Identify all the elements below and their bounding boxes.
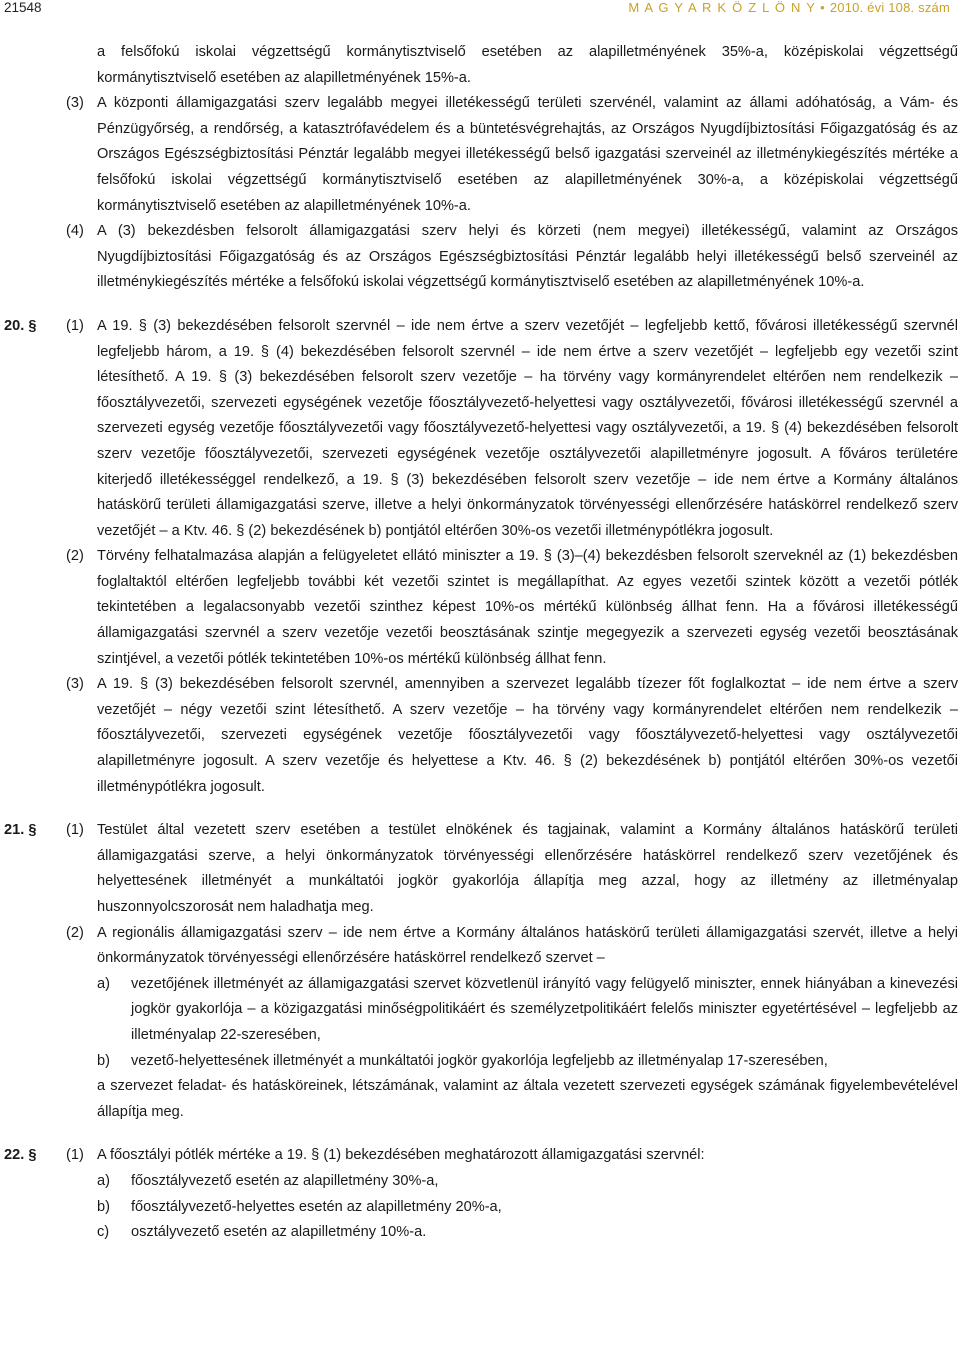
issue-label: 2010. évi 108. szám xyxy=(829,0,950,15)
section-20-paragraph-3 xyxy=(66,672,958,800)
page-number: 21548 xyxy=(4,0,42,15)
running-header xyxy=(0,0,960,20)
section-21-paragraph-1 xyxy=(66,818,958,920)
paragraph-text: A 19. § (3) bekezdésében felsorolt szervnél – ide nem értve a szerv vezetőjét – legfeljebb kettő, fővárosi illetékességű szervnél legfeljebb három, a 19. § (4) bekezdésében felsorolt szervnél – ide nem értve a szerv vezetőjét – legfeljebb egy vezetői szint létesíthető. A 19. § (3) bekezdésében felsorolt szerv vezetője – ha törvény vagy kormányrendelet eltérően nem rendelkezik – főosztályvezetői, szervezeti egységének vezetője főosztályvezető-helyettesi vagy osztályvezetői, fővárosi illetékességű szervnél a szervezeti egység vezetője főosztályvezetői vagy főosztályvezető-helyettesi vagy osztályvezetői, a 19. § (4) bekezdésében felsorolt szerv vezetője főosztályvezetői, szervezeti egységének vezetője osztályvezetői alapilletményre jogosult. A főváros területére kiterjedő illetékességgel rendelkező, a 19. § (3) bekezdésében felsorolt szerv vezetője – ide nem értve a Kormány általános hatáskörű területi államigazgatási szerve, illetve a helyi önkormányzatok törvényességi ellenőrzésére hatáskörrel rendelkező szerv vezetőjét – a Ktv. 46. § (2) bekezdésének b) pontjától eltérően 30%-os vezetői illetménypótlékra jogosult. xyxy=(97,317,958,539)
list-item-text: vezető-helyettesének illetményét a munkáltatói jogkör gyakorlója legfeljebb az illetményalap 17-szeresében, xyxy=(131,1052,828,1069)
paragraph-text: A központi államigazgatási szerv legalább megyei illetékességű területi szervénél, valamint az állami adóhatóság, a Vám- és Pénzügyőrség, a rendőrség, a katasztrófavédelem és a büntetésvégrehajtás, az Országos Nyugdíjbiztosítási Főigazgatóság és az Országos Egészségbiztosítási Pénztár legalább megyei illetékességű belső igazgatási szerveinél az illetménykiegészítés mértéke a felsőfokú iskolai végzettségű kormánytisztviselő esetében az alapilletményének 30%-a, a középiskolai végzettségű kormánytisztviselő esetében az alapilletményének 10%-a. xyxy=(97,95,958,214)
list-item xyxy=(97,1220,958,1246)
list-item xyxy=(97,1195,958,1221)
paragraph-text: A regionális államigazgatási szerv – ide nem értve a Kormány általános hatáskörű területi államigazgatási szervét, illetve a helyi önkormányzatok törvényességi ellenőrzésére hatáskörrel rendelkező szervet – xyxy=(97,924,958,967)
paragraph-number: (1) xyxy=(66,822,84,839)
paragraph-number: (4) xyxy=(66,223,84,240)
list-item-label: a) xyxy=(97,1172,110,1189)
intro-paragraph: a felsőfokú iskolai végzettségű kormánytisztviselő esetében az alapilletményének 35%-a, középiskolai végzettségű kormánytisztviselő esetében az alapilletményének 15%-a. xyxy=(97,44,958,86)
list-item xyxy=(97,1049,958,1075)
paragraph-number: (1) xyxy=(66,1147,84,1164)
bullet-separator: • xyxy=(820,0,826,15)
paragraph-number: (3) xyxy=(66,676,84,693)
list-item-text: főosztályvezető-helyettes esetén az alapilletmény 20%-a, xyxy=(131,1198,502,1215)
section-22-paragraph-1 xyxy=(66,1143,958,1169)
section-20 xyxy=(0,314,960,800)
paragraph-text: Testület által vezetett szerv esetében a testület elnökének és tagjainak, valamint a Kormány általános hatáskörű területi államigazgatási szerve, a helyi önkormányzatok törvényességi ellenőrzésére hatáskörrel rendelkező szerv vezetőjének és helyettesének illetményét a munkáltatói jogkör gyakorlója állapítja meg azzal, hogy az illetmény az illetményalap huszonnyolcszorosát nem haladhatja meg. xyxy=(97,822,958,915)
paragraph-4 xyxy=(66,219,958,296)
paragraph-text: A 19. § (3) bekezdésében felsorolt szervnél, amennyiben a szervezet legalább tízezer főt foglalkoztat – ide nem értve a szerv vezetőjét – négy vezetői szint létesíthető. A szerv vezetője – ha törvény vagy kormányrendelet eltérően nem rendelkezik – főosztályvezetői, szervezeti egységének vezetője főosztályvezetői vagy főosztályvezető-helyettesi vagy osztályvezetői alapilletményre jogosult. A szerv vezetője és helyettese a Ktv. 46. § (2) bekezdésének b) pontjától eltérően 30%-os vezetői illetménypótlékra jogosult. xyxy=(97,676,958,795)
list-item-text: vezetőjének illetményét az államigazgatási szervet közvetlenül irányító vagy felügyelő miniszter, ennek hiányában a kinevezési jogkör gyakorlója – a közigazgatási minőségpolitikáért és személyzetpolitikáért felelős miniszter egyetértésével – legfeljebb az illetményalap 22-szeresében, xyxy=(131,975,958,1043)
document-body xyxy=(0,40,960,1246)
paragraph-number: (2) xyxy=(66,924,84,941)
paragraph-3 xyxy=(66,91,958,219)
section-21-paragraph-2 xyxy=(66,921,958,972)
paragraph-number: (2) xyxy=(66,548,84,565)
list-item-label: c) xyxy=(97,1224,110,1241)
list-item-label: b) xyxy=(97,1198,110,1215)
section-label: 21. § xyxy=(4,822,37,839)
running-title xyxy=(628,0,950,15)
paragraph-number: (3) xyxy=(66,95,84,112)
publication-name: M A G Y A R K Ö Z L Ö N Y xyxy=(628,0,817,15)
section-20-paragraph-2 xyxy=(66,544,958,672)
list-item-text: osztályvezető esetén az alapilletmény 10%-a. xyxy=(131,1224,427,1241)
paragraph-text: A (3) bekezdésben felsorolt államigazgatási szerv helyi és körzeti (nem megyei) illetékességű, valamint az Országos Nyugdíjbiztosítási Főigazgatóság és az Országos Egészségbiztosítási Pénztár legalább helyi illetékességű belső szerveinél az illetménykiegészítés mértéke a felsőfokú iskolai végzettségű kormánytisztviselő esetében az alapilletményének 10%-a. xyxy=(97,223,958,291)
list-item-label: a) xyxy=(97,975,110,992)
section-21 xyxy=(0,818,960,1125)
section-22 xyxy=(0,1143,960,1245)
section-label: 22. § xyxy=(4,1147,37,1164)
paragraph-text: Törvény felhatalmazása alapján a felügyeletet ellátó miniszter a 19. § (3)–(4) bekezdésben felsorolt szerveknél az (1) bekezdésben foglaltaktól eltérően legfeljebb további két vezetői szintet is megállapíthat. Az egyes vezetői szintek között a vezetői pótlék tekintetében a legalacsonyabb vezetői szinthez képest 10%-os mértékű különbség állhat fenn. Ha a fővárosi illetékességű államigazgatási szervnél a szerv vezetője vezetői beosztásának szintje megegyezik a szervezeti egység vezetői beosztásának szintjével, a vezetői pótlék tekintetében 10%-os mértékű különbség állhat fenn. xyxy=(97,548,958,667)
list-item xyxy=(97,1169,958,1195)
section-label: 20. § xyxy=(4,317,37,334)
list-item xyxy=(97,972,958,1049)
list-item-text: főosztályvezető esetén az alapilletmény 30%-a, xyxy=(131,1172,439,1189)
paragraph-text: A főosztályi pótlék mértéke a 19. § (1) bekezdésében meghatározott államigazgatási szervnél: xyxy=(97,1147,705,1164)
section-20-paragraph-1 xyxy=(66,314,958,544)
paragraph-number: (1) xyxy=(66,317,84,334)
closing-text: a szervezet feladat- és hatásköreinek, létszámának, valamint az általa vezetett szervezeti egységek számának figyelembevételével állapítja meg. xyxy=(97,1078,958,1120)
list-item-label: b) xyxy=(97,1052,110,1069)
